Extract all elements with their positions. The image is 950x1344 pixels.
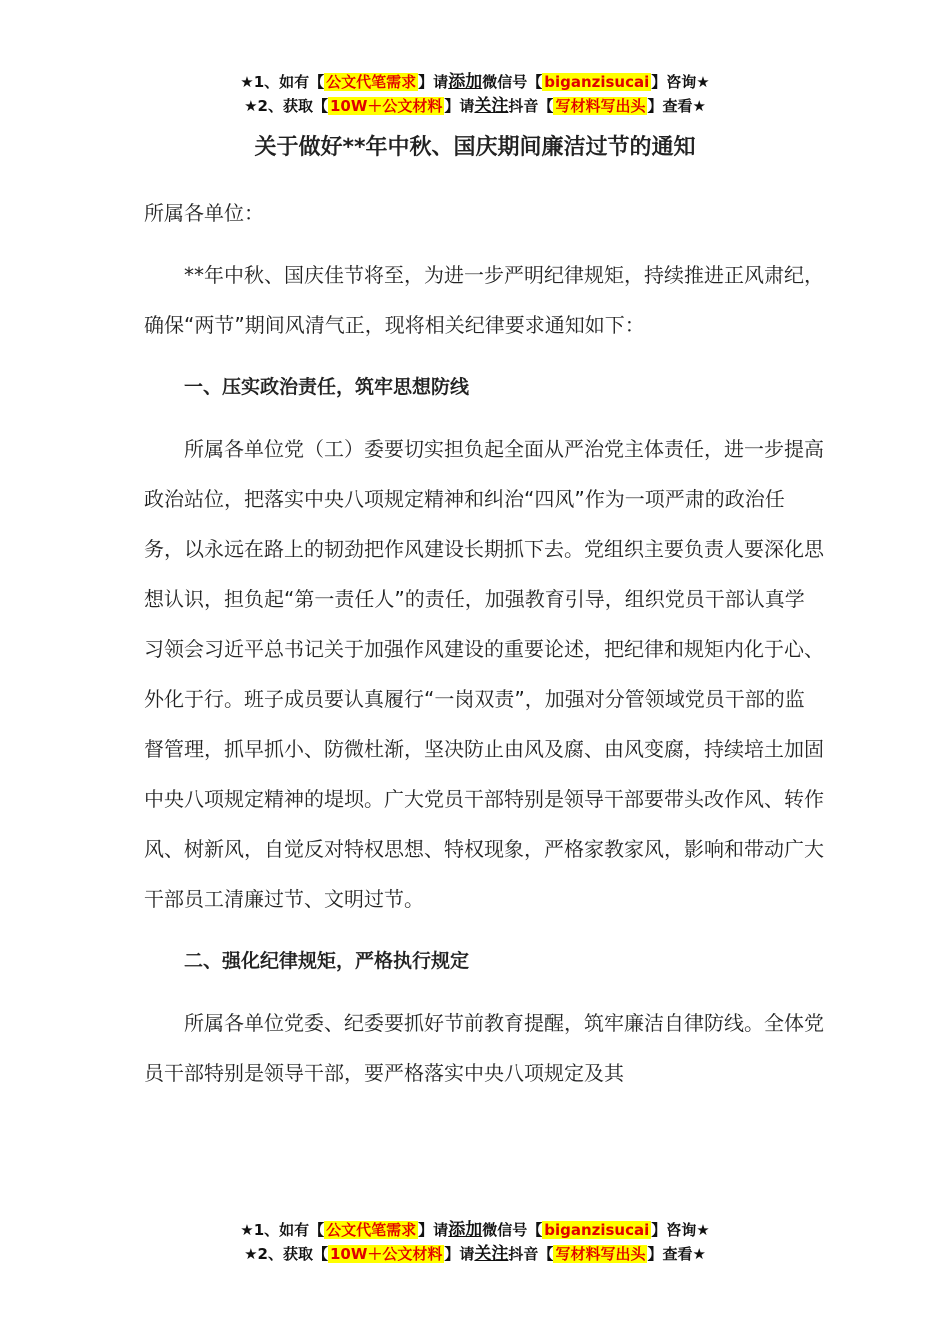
promo-text: ★2、获取【 xyxy=(244,97,328,115)
highlight-wechat-id: biganzisucai xyxy=(544,73,650,91)
promo-banner-top xyxy=(0,70,950,118)
promo-line-1 xyxy=(0,1218,950,1242)
promo-line-2 xyxy=(0,1242,950,1266)
promo-emphasis: 关注 xyxy=(474,96,509,116)
promo-text: 】查看★ xyxy=(647,1245,706,1263)
promo-text: 微信号【 xyxy=(482,1221,543,1239)
intro-paragraph: **年中秋、国庆佳节将至，为进一步严明纪律规矩，持续推进正风肃纪，确保“两节”期间风清气正，现将相关纪律要求通知如下： xyxy=(144,263,824,337)
section-2-heading: 二、强化纪律规矩，严格执行规定 xyxy=(184,950,470,972)
promo-banner-bottom xyxy=(0,1218,950,1266)
promo-emphasis: 关注 xyxy=(474,1244,509,1264)
section-1-paragraph: 所属各单位党（工）委要切实担负起全面从严治党主体责任，进一步提高政治站位，把落实中央八项规定精神和纠治“四风”作为一项严肃的政治任务，以永远在路上的韧劲把作风建设长期抓下去。党组织主要负责人要深化思想认识，担负起“第一责任人”的责任，加强教育引导，组织党员干部认真学习领会习近平总书记关于加强作风建设的重要论述，把纪律和规矩内化于心、外化于行。班子成员要认真履行“一岗双责”，加强对分管领域党员干部的监督管理，抓早抓小、防微杜渐，坚决防止由风及腐、由风变腐，持续培土加固中央八项规定精神的堤坝。广大党员干部特别是领导干部要带头改作风、转作风、树新风，自觉反对特权思想、特权现象，严格家教家风，影响和带动广大干部员工清廉过节、文明过节。 xyxy=(144,437,824,911)
promo-text: ★1、如有【 xyxy=(240,73,325,91)
highlight-materials: 10W＋公文材料 xyxy=(329,97,443,115)
highlight-materials: 10W＋公文材料 xyxy=(329,1245,443,1263)
highlight-service: 公文代笔需求 xyxy=(326,1221,417,1239)
promo-text: 】请 xyxy=(418,1221,449,1239)
section-1-heading: 一、压实政治责任，筑牢思想防线 xyxy=(184,376,470,398)
promo-emphasis: 添加 xyxy=(448,1220,483,1240)
highlight-service: 公文代笔需求 xyxy=(326,73,417,91)
promo-text: 】请 xyxy=(444,97,475,115)
section-2-paragraph: 所属各单位党委、纪委要抓好节前教育提醒，筑牢廉洁自律防线。全体党员干部特别是领导干部，要严格落实中央八项规定及其 xyxy=(144,1011,824,1085)
highlight-douyin: 写材料写出头 xyxy=(555,97,646,115)
promo-text: 】查看★ xyxy=(647,97,706,115)
promo-text: 】请 xyxy=(418,73,449,91)
promo-emphasis: 添加 xyxy=(448,72,483,92)
promo-text: 抖音【 xyxy=(508,1245,554,1263)
promo-text: ★1、如有【 xyxy=(240,1221,325,1239)
promo-text: 微信号【 xyxy=(482,73,543,91)
promo-text: 】咨询★ xyxy=(651,73,710,91)
promo-line-2 xyxy=(0,94,950,118)
promo-text: 】咨询★ xyxy=(651,1221,710,1239)
promo-text: 】请 xyxy=(444,1245,475,1263)
document-title: 关于做好**年中秋、国庆期间廉洁过节的通知 xyxy=(254,135,696,160)
highlight-douyin: 写材料写出头 xyxy=(555,1245,646,1263)
promo-text: 抖音【 xyxy=(508,97,554,115)
highlight-wechat-id: biganzisucai xyxy=(544,1221,650,1239)
promo-line-1 xyxy=(0,70,950,94)
document-body xyxy=(144,188,824,1098)
promo-text: ★2、获取【 xyxy=(244,1245,328,1263)
salutation: 所属各单位： xyxy=(144,201,264,225)
